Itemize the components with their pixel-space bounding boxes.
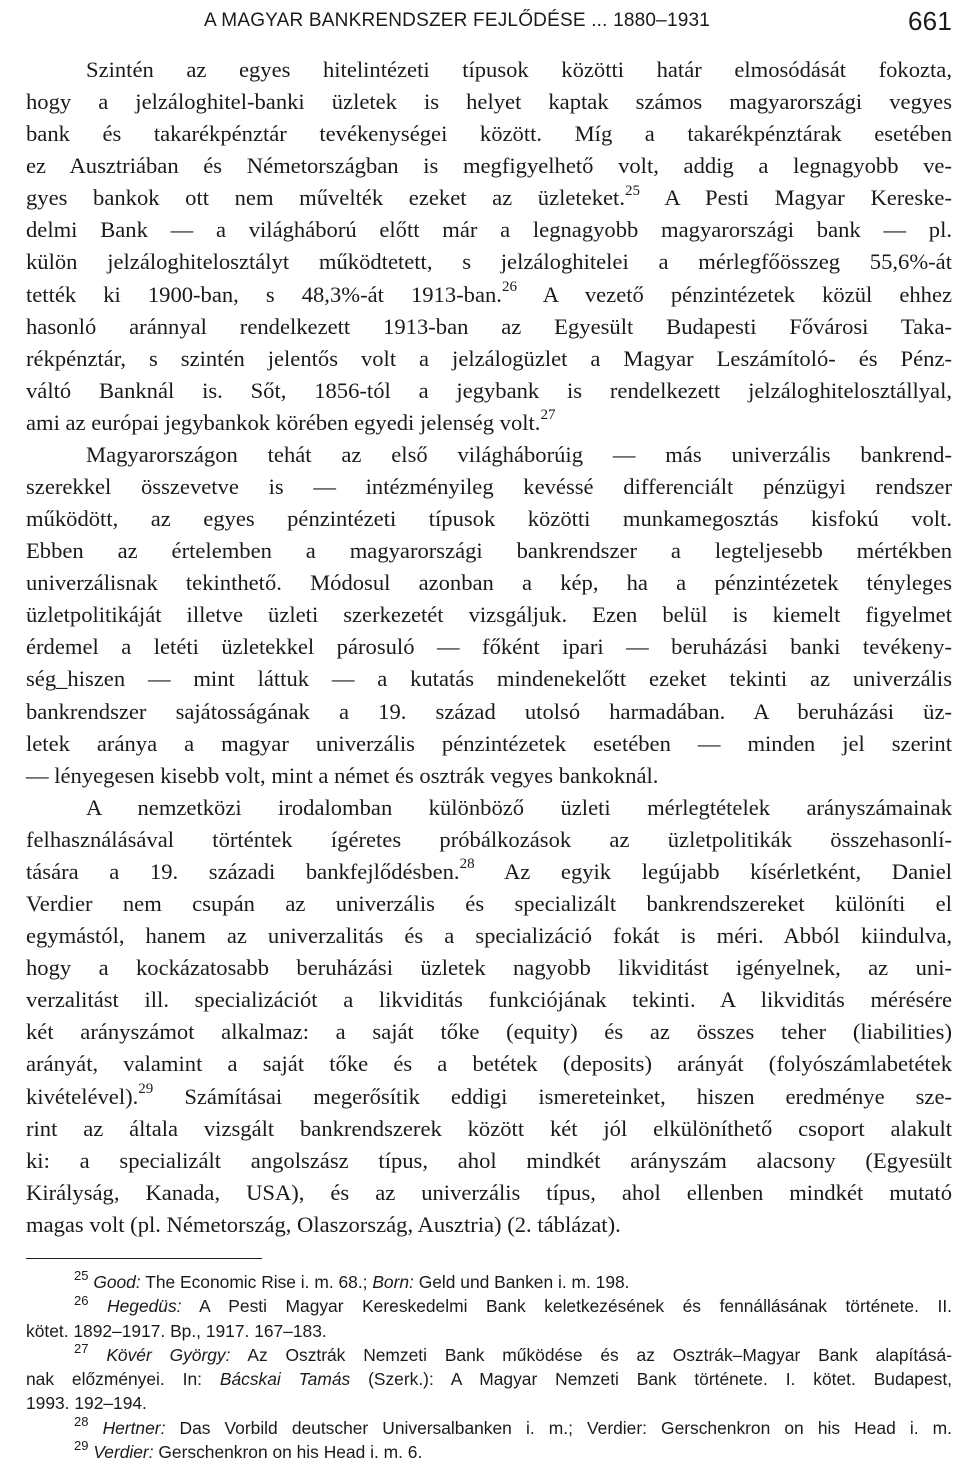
footnote-reference: 26 [501, 279, 517, 296]
text-segment: Gerschenkron on his Head i. m. 6. [153, 1442, 423, 1463]
footnote-line [26, 1391, 952, 1415]
text-line [26, 1016, 952, 1048]
text-segment: The Economic Rise i. m. 68.; [140, 1272, 373, 1292]
text-segment: 1993. 192–194. [26, 1393, 147, 1414]
text-segment: A Pesti Magyar Kereske- [639, 185, 952, 211]
author-name: Born: [372, 1272, 414, 1292]
text-line [26, 824, 952, 856]
text-segment: nak előzményei. In: [26, 1369, 220, 1390]
text-line [26, 1113, 952, 1145]
text-line [26, 54, 952, 86]
text-segment: működött, az egyes pénzintézeti típusok közötti munkamegosztás kisfokú volt. [26, 506, 952, 532]
author-name: Verdier: [93, 1442, 154, 1463]
text-line [26, 182, 952, 214]
text-line [26, 952, 952, 984]
running-head [204, 6, 952, 38]
footnote-line [26, 1270, 952, 1294]
text-segment: ki: a specializált angolszász típus, ahol mindkét arányszám alacsony (Egyesült [26, 1147, 952, 1173]
text-segment: váltó Banknál is. Sőt, 1856-tól a jegybank is rendelkezett jelzáloghitelosztállyal, [26, 377, 952, 403]
text-line [26, 631, 952, 663]
text-segment [88, 1345, 106, 1365]
text-segment: hogy a jelzáloghitel-banki üzletek is helyet kaptak számos magyarországi vegyes [26, 89, 952, 115]
text-segment: (Szerk.): A Magyar Nemzeti Bank története. I. kötet. Budapest, [350, 1369, 953, 1390]
text-segment: letek aránya a magyar univerzális pénzintézetek esetében — minden jel szerint [26, 730, 952, 756]
text-segment: kötet. 1892–1917. Bp., 1917. 167–183. [26, 1320, 327, 1341]
text-segment: egymástól, hanem az univerzalitás és a specializáció fokát is méri. Abból kiindulva, [26, 923, 952, 949]
footnote-reference: 29 [74, 1438, 89, 1454]
footnote-reference: 29 [138, 1080, 154, 1097]
text-segment: ség_hiszen — mint láttuk — a kutatás mindenekelőtt ezeket tekinti az univerzális [26, 666, 952, 692]
text-segment: külön jelzáloghitelosztályt működtetett, s jelzáloghitelei a mérlegfőösszeg 55,6%-át [26, 249, 952, 275]
text-segment: Szintén az egyes hitelintézeti típusok közötti határ elmosódását fokozta, [86, 57, 952, 82]
text-segment: magas volt (pl. Németország, Olaszország, Ausztria) (2. táblázat). [26, 1211, 621, 1237]
text-segment: Királyság, Kanada, USA), és az univerzális típus, ahol ellenben mindkét mutató [26, 1179, 952, 1205]
text-segment: rint az általa vizsgált bankrendszerek között két jól elkülöníthető csoport alakult [26, 1115, 952, 1141]
text-line [26, 150, 952, 182]
footnote-line [26, 1367, 952, 1391]
text-line [26, 535, 952, 567]
running-head-title: A MAGYAR BANKRENDSZER FEJLŐDÉSE ... 1880–1931 [204, 10, 711, 31]
text-line [26, 246, 952, 278]
footnote-separator [26, 1258, 262, 1259]
footnote-reference: 27 [540, 407, 556, 424]
text-line [26, 728, 952, 760]
text-segment: tására a 19. századi bankfejlődésben. [26, 858, 460, 884]
text-line [26, 279, 952, 311]
footnote-reference: 28 [74, 1413, 89, 1429]
text-line [26, 214, 952, 246]
footnote-reference: 28 [459, 856, 475, 873]
text-segment: verzalitást ill. specializációt a likviditás funkciójának tekinti. A likviditás mérésére [26, 987, 952, 1013]
text-line [26, 1048, 952, 1080]
text-segment: arányát, valamint a saját tőke és a betétek (deposits) arányát (folyószámlabetétek [26, 1051, 952, 1077]
footnotes [26, 1270, 952, 1464]
text-segment: Az egyik legújabb kísérletként, Daniel [474, 858, 953, 884]
page-number: 661 [908, 6, 952, 36]
text-segment [88, 1296, 107, 1316]
text-segment: Magyarországon tehát az első világháborúig — más univerzális bankrend- [86, 441, 952, 467]
text-segment: Das Vorbild deutscher Universalbanken i. m.; Verdier: Gerschenkron on his Head i. m. [165, 1417, 952, 1438]
text-line [26, 375, 952, 407]
text-line [26, 1145, 952, 1177]
main-text [26, 54, 952, 1241]
author-name: Bácskai Tamás [219, 1369, 351, 1390]
footnote-reference: 26 [74, 1292, 89, 1308]
text-segment: delmi Bank — a világháború előtt már a legnagyobb magyarországi bank — pl. [26, 217, 952, 243]
text-segment: két arányszámot alkalmaz: a saját tőke (equity) és az összes teher (liabilities) [26, 1019, 952, 1045]
text-segment: rékpénztár, s szintén jelentős volt a jelzálogüzlet a Magyar Leszámítoló- és Pénz- [26, 345, 952, 371]
text-line [26, 118, 952, 150]
text-line [26, 1177, 952, 1209]
text-line [26, 888, 952, 920]
text-segment: bankrendszer sajátosságának a 19. század utolsó harmadában. A beruházási üz- [26, 698, 952, 724]
text-line [26, 343, 952, 375]
author-name: Kövér György: [106, 1344, 231, 1365]
footnote-line [26, 1413, 952, 1440]
text-segment: Ebben az értelemben a magyarországi bankrendszer a legteljesebb mértékben [26, 538, 952, 564]
text-segment: hasonló aránnyal rendelkezett 1913-ban az Egyesült Budapesti Fővárosi Taka- [26, 313, 952, 339]
text-segment: A Pesti Magyar Kereskedelmi Bank keletkezésének és fennállásának története. II. [181, 1296, 952, 1317]
text-line [26, 567, 952, 599]
footnote-line [26, 1294, 952, 1318]
text-line [26, 86, 952, 118]
text-line [26, 760, 952, 792]
text-line [26, 1081, 952, 1113]
text-segment [88, 1418, 102, 1438]
text-segment: üzletpolitikáját illetve üzleti szerkezetét vizsgáljuk. Ezen belül is kiemelt figyelmet [26, 602, 952, 628]
text-segment: ami az európai jegybankok körében egyedi jelenség volt. [26, 409, 541, 435]
text-segment: kivételével). [26, 1083, 139, 1109]
text-line [26, 920, 952, 952]
text-line [26, 439, 952, 471]
text-segment: ez Ausztriában és Németországban is megfigyelhető volt, addig a legnagyobb ve- [26, 153, 952, 179]
text-segment: Geld und Banken i. m. 198. [413, 1272, 630, 1292]
text-segment: Számításai megerősítik eddigi ismereteinket, hiszen eredménye sze- [153, 1083, 952, 1109]
text-line [26, 503, 952, 535]
author-name: Hertner: [102, 1417, 166, 1438]
text-line [26, 663, 952, 695]
footnote-reference: 25 [74, 1268, 89, 1284]
text-segment: gyes bankok ott nem művelték ezeket az üzleteket. [26, 185, 625, 211]
text-line [26, 311, 952, 343]
text-segment: bank és takarékpénztár tevékenységei között. Míg a takarékpénztárak esetében [26, 121, 952, 147]
text-line [26, 792, 952, 824]
text-segment: — lényegesen kisebb volt, mint a német és osztrák vegyes bankoknál. [26, 762, 659, 788]
text-line [26, 407, 952, 439]
text-segment: Verdier nem csupán az univerzális és specializált bankrendszereket különíti el [26, 891, 952, 917]
text-segment: felhasználásával történtek ígéretes próbálkozások az üzletpolitikák összehasonlí- [26, 826, 952, 852]
text-line [26, 1209, 952, 1241]
text-line [26, 856, 952, 888]
text-line [26, 599, 952, 631]
footnote-line [26, 1440, 952, 1464]
text-line [26, 471, 952, 503]
text-line [26, 696, 952, 728]
footnote-reference: 25 [624, 182, 640, 199]
text-segment: univerzálisnak tekinthető. Módosul azonban a kép, ha a pénzintézetek tényleges [26, 570, 952, 596]
footnote-line [26, 1319, 952, 1343]
text-segment: szerekkel összevetve is — intézményileg kevéssé differenciált pénzügyi rendszer [26, 474, 952, 500]
footnote-line [26, 1343, 952, 1367]
text-segment: A nemzetközi irodalomban különböző üzleti mérlegtételek arányszámainak [86, 794, 952, 820]
text-segment: Az Osztrák Nemzeti Bank működése és az Osztrák–Magyar Bank alapításá- [230, 1344, 952, 1365]
text-segment: hogy a kockázatosabb beruházási üzletek nagyobb likviditást igényelnek, az uni- [26, 955, 952, 981]
author-name: Hegedüs: [107, 1296, 182, 1317]
footnote-reference: 27 [74, 1341, 89, 1357]
text-segment: érdemel a letéti üzletekkel párosuló — főként ipari — beruházási banki tevékeny- [26, 634, 952, 660]
text-segment: A vezető pénzintézetek közül ehhez [516, 281, 952, 307]
author-name: Good: [93, 1272, 141, 1292]
text-line [26, 984, 952, 1016]
text-segment: tették ki 1900-ban, s 48,3%-át 1913-ban. [26, 281, 502, 307]
